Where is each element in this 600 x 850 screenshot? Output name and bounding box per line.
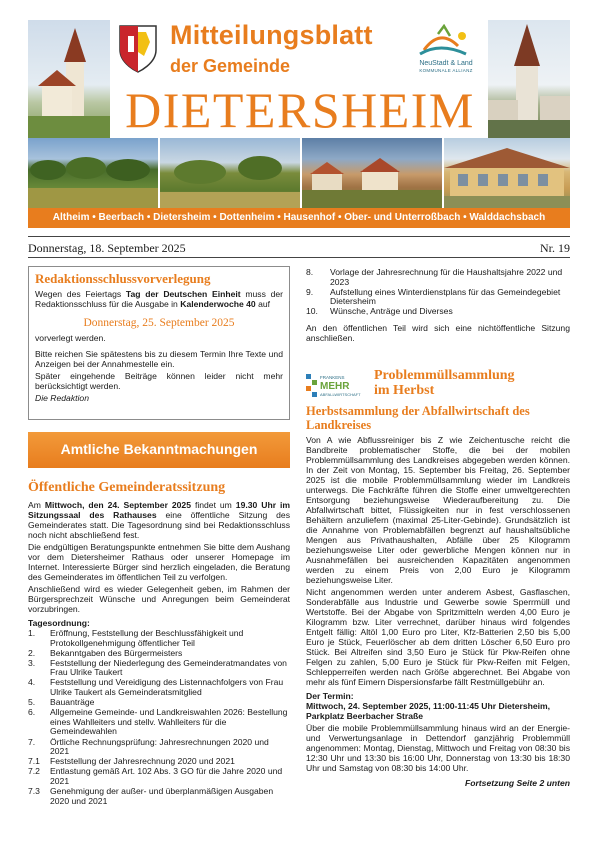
- agenda-item-text: Entlastung gemäß Art. 102 Abs. 3 GO für die Jahre 2020 und 2021: [50, 766, 283, 786]
- appointment-detail: Mittwoch, 24. September 2025, 11:00-11:45 Uhr Dietersheim, Parkplatz Beerbacher Straße: [306, 701, 551, 721]
- masthead: [0, 0, 600, 232]
- logo-word-1: FRANKENS: [320, 375, 345, 380]
- agenda-item-text: Genehmigung der außer- und überplanmäßigen Ausgaben 2020 und 2021: [50, 786, 274, 806]
- autumn-collection-text: Von A wie Abflussreiniger bis Z wie Zeichentusche reicht die Bandbreite problematischer Stoffe, die bei der mobilen Problemmüllsammlung des Landkreises abgegeben werden können. In der Zeit von Montag, 15. September bis Freitag, 26. September 2025 ist die mobile Problemmüllsammlung wieder im Landkreis unterwegs. Die Fachkräfte führen die Stoffe einer umweltgerechten Entsorgung beziehungsweise Wiederaufbereitung zu. Die Abfallwirtschaft bittet, Flüssigkeiten nur in fest verschlossenen Behältern anzuliefern (maximal 25-Liter-Gebinde). Grundsätzlich ist die Annahme von Problemabfällen begrenzt auf haushaltsübliche Mengen aus Privathaushalten, Abfälle über 25 Kilogramm beziehungsweise Liter oder gewerbliche Mengen können nur in Ausnahmefällen bei ausreichenden Kapazitäten angenommen werden zu einem Preis von 2,00 Euro je Kilogramm beziehungsweise Liter.: [306, 435, 570, 585]
- agenda-item-number: 7.1: [28, 756, 40, 767]
- problem-waste-heading-line1: Problemmüllsammlung: [374, 368, 515, 383]
- problem-waste-heading-line2: im Herbst: [374, 383, 435, 398]
- waste-management-logo-icon: [306, 370, 366, 400]
- deadline-intro-text: auf: [255, 299, 271, 309]
- issue-date: Donnerstag, 18. September 2025: [28, 241, 186, 255]
- church-photo-left: [28, 20, 110, 138]
- issue-number: Nr. 19: [540, 241, 570, 255]
- deadline-intro-text: Wegen des Feiertags: [35, 289, 126, 299]
- partner-name: NeuStadt & Land: [419, 60, 473, 67]
- agenda-item-number: 10.: [306, 306, 318, 317]
- agenda-continuation: [306, 268, 570, 345]
- agenda-item-text: Wünsche, Anträge und Diverses: [330, 306, 453, 317]
- agenda-item: [28, 738, 290, 757]
- calendar-week: Kalenderwoche 40: [180, 299, 256, 309]
- meeting-text: Am: [28, 500, 45, 510]
- village-list-bar: [28, 208, 570, 228]
- landscape-photo: [160, 138, 300, 208]
- village-photo: [302, 138, 442, 208]
- autumn-collection-section: [306, 404, 570, 790]
- agenda-item-text: Feststellung der Niederlegung des Gemeinderatmandates von Frau Ulrike Taukert: [50, 657, 287, 678]
- excluded-items-text: Nicht angenommen werden unter anderem Asbest, Gasflaschen, Sonderabfälle aus Industrie und Gewerbe sowie Sperrmüll und Wertstoffe. Bei der Abgabe von Spritzmitteln werden 4,00 Euro je Kilogramm bzw. Liter verrechnet, darüber hinaus wird folgendes Entgelt fällig: Altöl 1,00 Euro pro Liter, Kfz-Batterien 2,50 bis 5,00 Euro je Stück, Feuerlöscher ab dem dritten Löscher 6,50 Euro pro Stück. Bei Altreifen sind 3,50 Euro je Stück für Pkw-Reifen ohne Felgen zu zahlen, 5,00 Euro je Stück für Pkw-Reifen mit Felgen, Schlepperreifen werden nach Größe abgerechnet. Bei Abgabe von mehr als fünf Eimern Dispersionsfarbe fällt Restmüllgebühr an.: [306, 587, 570, 687]
- agenda-item-number: 1.: [28, 628, 36, 638]
- meeting-date: Mittwoch, den 24. September 2025: [44, 500, 191, 510]
- church-photo-right: [488, 20, 570, 138]
- issue-bar: [28, 236, 570, 258]
- agenda-item-number: 7.2: [28, 766, 40, 777]
- deadline-signoff: Die Redaktion: [35, 393, 89, 403]
- meeting-time-place: 19.30 Uhr im Sitzungssaal des Rathauses: [28, 500, 291, 520]
- deadline-heading: Redaktionsschlussvorverlegung: [35, 271, 211, 286]
- meeting-text: findet um: [191, 500, 236, 510]
- agenda-item: [28, 659, 290, 678]
- agenda-item: [28, 787, 290, 806]
- logo-word-2: MEHR: [320, 381, 350, 392]
- agenda-item: [28, 629, 290, 648]
- agenda-item: [28, 767, 290, 786]
- partner-subtitle: KOMMUNALE ALLIANZ: [419, 68, 473, 73]
- council-meeting-section: [28, 480, 290, 807]
- agenda-item-text: Vorlage der Jahresrechnung für die Haushaltsjahre 2022 und 2023: [330, 267, 563, 287]
- council-meeting-citizen-time: Anschließend wird es wieder Gelegenheit geben, im Rahmen der Bürgersprechzeit Wünsche und Anregungen beim Gemeinderat vorzubringen.: [28, 584, 290, 614]
- agenda-item-number: 5.: [28, 697, 36, 708]
- problem-waste-header: [306, 368, 570, 404]
- agenda-item-text: Örtliche Rechnungsprüfung: Jahresrechnungen 2020 und 2021: [50, 736, 269, 757]
- nonpublic-note: An den öffentlichen Teil wird sich eine nichtöffentliche Sitzung anschließen.: [306, 322, 570, 343]
- agenda-item-text: Bekanntgaben des Bürgermeisters: [50, 647, 183, 658]
- official-notices-label: Amtliche Bekanntmachungen: [60, 441, 258, 457]
- council-meeting-heading: Öffentliche Gemeinderatssitzung: [28, 480, 226, 495]
- agenda-item-text: Aufstellung eines Winterdienstplans für das Gemeindegebiet Dietersheim: [330, 286, 561, 307]
- village-list: Altheim • Beerbach • Dietersheim • Dottenheim • Hausenhof • Ober- und Unterroßbach • Walddachsbach: [52, 212, 546, 223]
- appointment-label: Der Termin:: [306, 691, 354, 701]
- agenda-list-continued: [306, 268, 570, 317]
- agenda-item-number: 8.: [306, 267, 314, 277]
- agenda-item-number: 3.: [28, 657, 36, 668]
- agenda-item-number: 7.: [28, 736, 36, 747]
- agenda-item-text: Allgemeine Gemeinde- und Landkreiswahlen 2026: Bestellung eines Wahlleiters und stellv. Wahlleiters für die Gemeindewahlen: [50, 707, 288, 737]
- orchard-photo: [28, 138, 158, 208]
- agenda-item: [306, 288, 570, 307]
- agenda-item-number: 7.3: [28, 786, 40, 796]
- meeting-text: eine öffentliche Sitzung des Gemeinderates statt. Die Tagesordnung sind bei Redaktionsschluss noch nicht abschließend fest.: [28, 510, 290, 540]
- council-meeting-details: Die endgültigen Beratungspunkte entnehmen Sie bitte dem Aushang vor dem Dietersheimer Rathaus oder unserer Homepage im Internet. Interessierte Bürger sind herzlich eingeladen, die Beratung des Gemeinderates im öffentlichen Teil zu verfolgen.: [28, 542, 290, 582]
- agenda-item-text: Eröffnung, Feststellung der Beschlussfähigkeit und Protokollgenehmigung öffentlicher Teil: [50, 628, 244, 648]
- agenda-item-number: 6.: [28, 707, 36, 718]
- autumn-collection-heading: Herbstsammlung der Abfallwirtschaft des Landkreises: [306, 404, 530, 432]
- municipal-crest-icon: [116, 22, 160, 74]
- problem-waste-heading: [374, 368, 515, 398]
- newsletter-subtitle: der Gemeinde: [170, 56, 291, 76]
- agenda-item-number: 2.: [28, 647, 36, 658]
- agenda-list: [28, 629, 290, 806]
- agenda-item-text: Bauanträge: [50, 697, 95, 708]
- deadline-moved: vorverlegt werden.: [35, 333, 106, 343]
- holiday-name: Tag der Deutschen Einheit: [125, 289, 241, 299]
- continued-link[interactable]: Fortsetzung Seite 2 unten: [464, 778, 570, 788]
- newsletter-title: Mitteilungsblatt: [170, 20, 373, 50]
- municipality-name: DIETERSHEIM: [125, 82, 475, 138]
- logo-word-3: ABFALLWIRTSCHAFT: [320, 392, 361, 397]
- agenda-item-text: Feststellung und Vereidigung des Listennachfolgers von Frau Ulrike Taukert als Gemeinderatsmitglied: [50, 677, 284, 698]
- deadline-notice: [28, 266, 290, 420]
- agenda-item-number: 4.: [28, 677, 36, 688]
- agenda-title: Tagesordnung:: [28, 618, 90, 628]
- agenda-item-number: 9.: [306, 286, 314, 297]
- agenda-item: [28, 678, 290, 697]
- agenda-item-text: Feststellung der Jahresrechnung 2020 und 2021: [50, 756, 235, 767]
- deadline-intro-text: muss der Redaktionsschluss für die Ausgabe in: [35, 289, 283, 309]
- council-meeting-intro: [28, 500, 290, 540]
- deadline-request: Bitte reichen Sie spätestens bis zu diesem Termin Ihre Texte und Anzeigen bei der Annahmestelle ein.: [35, 349, 283, 369]
- agenda-item: [306, 307, 570, 317]
- official-notices-banner: [28, 432, 290, 468]
- deadline-intro: [35, 289, 283, 309]
- deadline-late: Später eingehende Beiträge können leider nicht mehr berücksichtigt werden.: [35, 371, 283, 391]
- agenda-item: [306, 268, 570, 287]
- deadline-date: Donnerstag, 25. September 2025: [83, 317, 235, 329]
- year-round-collection-text: Über die mobile Problemmüllsammlung hinaus wird an der Energie- und Verwertungsanlage in Dettendorf ganzjährig Problemmüll angenommen: Montag, Dienstag, Mittwoch und Freitag von 08:30 bis 12:30 Uhr und 13:30 bis 16:00 Uhr, Donnerstag von 13:30 bis 18:30 Uhr und Samstag von 08:30 bis 14:00 Uhr.: [306, 723, 570, 773]
- agenda-item: [28, 708, 290, 737]
- town-hall-photo: [444, 138, 570, 208]
